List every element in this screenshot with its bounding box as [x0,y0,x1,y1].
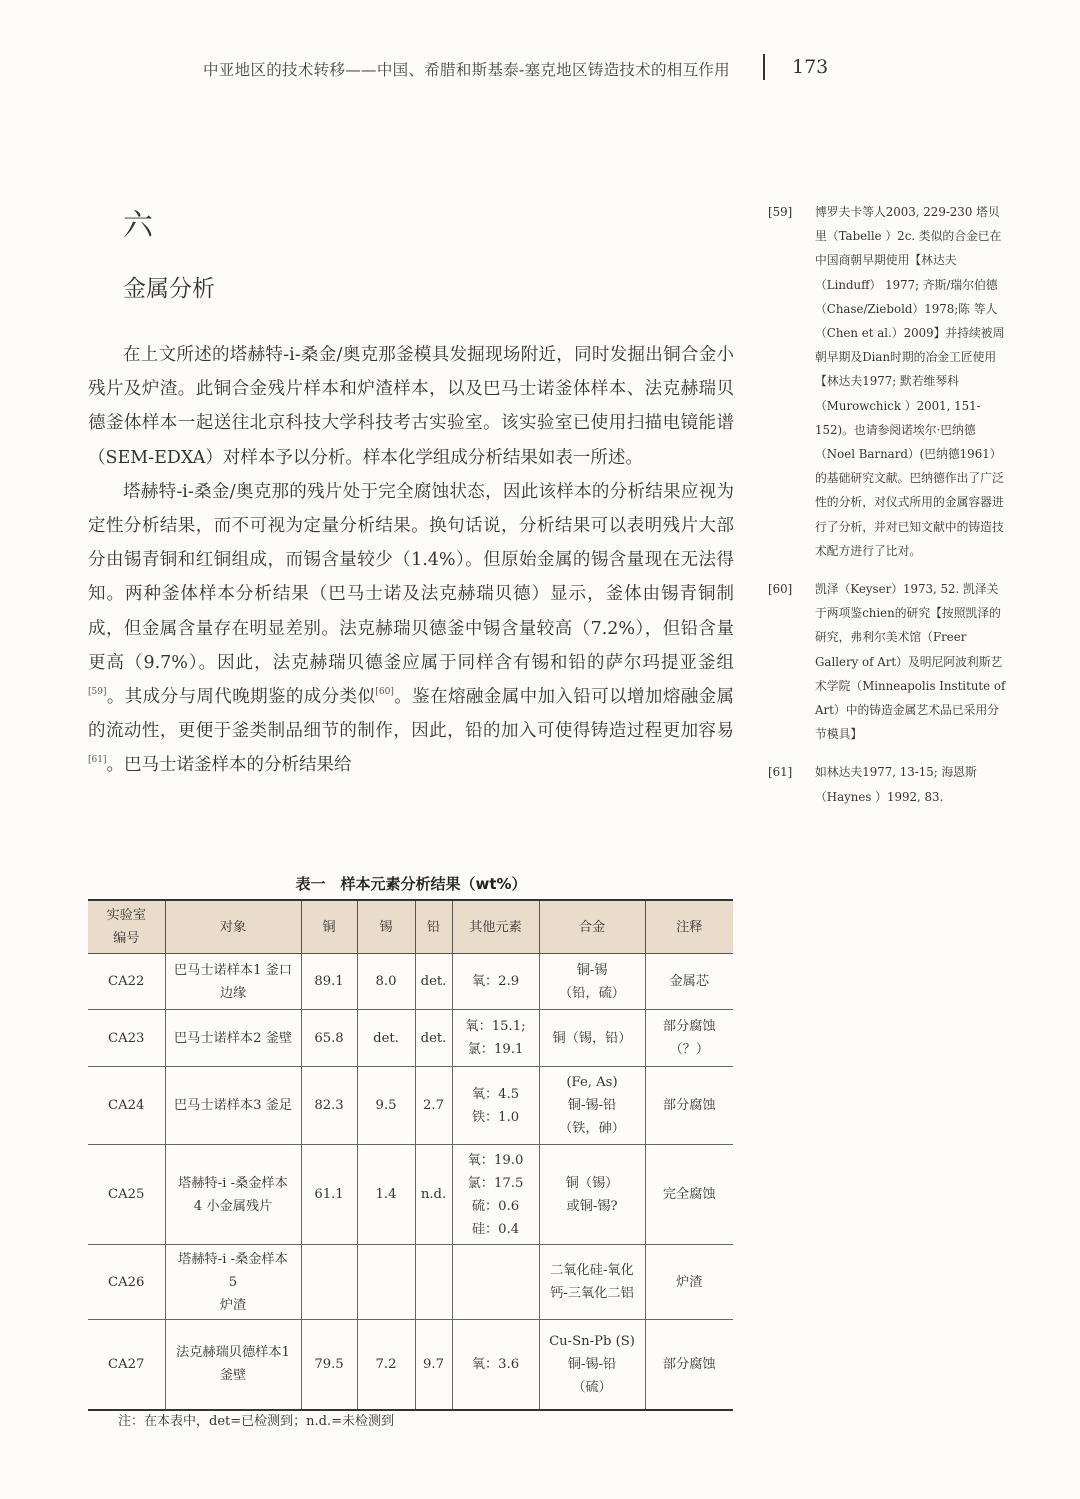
cell-alloy: 铜-锡 （铅，硫） [539,954,645,1010]
paragraph-2-part-b: 。其成分与周代晚期鉴的成分类似 [106,687,376,708]
cell-object: 巴马士诺样本1 釜口 边缘 [165,954,301,1010]
cell-lab-id: CA27 [88,1320,165,1410]
column-header-lab-id: 实验室 编号 [88,900,165,954]
footnote-ref-59[interactable]: [59] [88,687,107,698]
cell-alloy: 铜（锡，铅） [539,1010,645,1067]
side-note-number: [59] [768,205,793,219]
cell-other-elements [452,1245,539,1320]
cell-tin: 1.4 [357,1145,415,1245]
column-header-other-elements: 其他元素 [452,900,539,954]
cell-other-elements: 氧：4.5 铁：1.0 [452,1067,539,1145]
cell-lead: 2.7 [415,1067,452,1145]
paragraph-1: 在上文所述的塔赫特-i-桑金/奥克那釜模具发掘现场附近，同时发掘出铜合金小残片及炉渣。此铜合金残片样本和炉渣样本，以及巴马士诺釜体样本、法克赫瑞贝德釜体样本一起送往北京科技大学科技考古实验室。该实验室已使用扫描电镜能谱（SEM-EDXA）对样本予以分析。样本化学组成分析结果如表一所述。 [88,345,734,468]
table-caption: 表一 样本元素分析结果（wt%） [295,875,527,893]
side-note [768,577,1006,746]
section-number: 六 [123,208,153,243]
side-note-text: 博罗夫卡等人2003, 229-230 塔贝里（Tabelle ）2c. 类似的合金已在中国商朝早期使用【林达夫（Linduff） 1977; 齐斯/瑞尔伯德（Chase/Ziebold）1978;陈 等人（Chen et al.）2009】并持续被周朝早期及Dian时期的冶金工匠使用【林达夫1977; 默若维琴科（Murowchick ）2001, 151-152)。也请参阅诺埃尔·巴纳德（Noel Barnard）(巴纳德1961）的基础研究文献。巴纳德作出了广泛性的分析，对仪式所用的金属容器进行了分析，并对已知文献中的铸造技术配方进行了比对。 [815,205,1005,558]
cell-tin: det. [357,1010,415,1067]
cell-tin: 7.2 [357,1320,415,1410]
cell-lead [415,1245,452,1320]
cell-object: 塔赫特-i -桑金样本 4 小金属残片 [165,1145,301,1245]
cell-other-elements: 氧：19.0 氯：17.5 硫：0.6 硅：0.4 [452,1145,539,1245]
cell-tin: 9.5 [357,1067,415,1145]
table-container [88,899,733,1411]
cell-lead: n.d. [415,1145,452,1245]
table-row [88,954,733,1010]
cell-object: 法克赫瑞贝德样本1 釜壁 [165,1320,301,1410]
footnote-ref-60[interactable]: [60] [375,687,394,698]
column-header-copper: 铜 [301,900,357,954]
cell-note: 完全腐蚀 [645,1145,733,1245]
table-row [88,1145,733,1245]
section-title: 金属分析 [123,276,215,302]
column-header-notes: 注释 [645,900,733,954]
cell-tin: 8.0 [357,954,415,1010]
cell-other-elements: 氧：2.9 [452,954,539,1010]
side-note [768,200,1006,563]
column-header-object: 对象 [165,900,301,954]
table-row [88,1320,733,1410]
cell-copper: 61.1 [301,1145,357,1245]
cell-copper: 89.1 [301,954,357,1010]
cell-lab-id: CA24 [88,1067,165,1145]
table-row [88,1010,733,1067]
cell-other-elements: 氧：3.6 [452,1320,539,1410]
cell-copper: 82.3 [301,1067,357,1145]
column-header-tin: 锡 [357,900,415,954]
cell-alloy: 铜（锡） 或铜-锡? [539,1145,645,1245]
cell-lab-id: CA25 [88,1145,165,1245]
header-divider [763,54,765,80]
paragraph-2-part-c: 。鉴在熔融金属中加入铅可以增加熔融金属的流动性，更便于釜类制品细节的制作，因此，铅的加入可使得铸造过程更加容易 [88,687,735,742]
table-header-row [88,900,733,954]
cell-copper: 79.5 [301,1320,357,1410]
table-row [88,1067,733,1145]
side-note-text: 凯泽（Keyser）1973, 52. 凯泽关于两项鉴chien的研究【按照凯泽的研究，弗利尔美术馆（Freer Gallery of Art）及明尼阿波利斯艺术学院（Minneapolis Institute of Art）中的铸造金属艺术品已采用分节模具】 [815,582,1006,742]
cell-tin [357,1245,415,1320]
page-number: 173 [792,56,829,78]
cell-object: 巴马士诺样本2 釜壁 [165,1010,301,1067]
cell-alloy: 二氧化硅-氧化 钙-三氧化二铝 [539,1245,645,1320]
cell-alloy: Cu-Sn-Pb (S) 铜-锡-铅 （硫） [539,1320,645,1410]
cell-note: 部分腐蚀 [645,1320,733,1410]
running-header [0,54,1080,84]
paragraph-2-part-a: 塔赫特-i-桑金/奥克那的残片处于完全腐蚀状态，因此该样本的分析结果应视为定性分析结果，而不可视为定量分析结果。换句话说，分析结果可以表明残片大部分由锡青铜和红铜组成，而锡含量较少（1.4%）。但原始金属的锡含量现在无法得知。两种釜体样本分析结果（巴马士诺及法克赫瑞贝德）显示，釜体由锡青铜制成，但金属含量存在明显差别。法克赫瑞贝德釜中锡含量较高（7.2%），但铅含量更高（9.7%）。因此，法克赫瑞贝德釜应属于同样含有锡和铅的萨尔玛提亚釜组 [88,481,734,673]
table-footnote: 注：在本表中，det=已检测到；n.d.=未检测到 [118,1414,394,1429]
footnote-ref-61[interactable]: [61] [88,755,107,766]
table-row [88,1245,733,1320]
side-note-number: [60] [768,582,793,597]
cell-note: 炉渣 [645,1245,733,1320]
cell-lead: 9.7 [415,1320,452,1410]
side-note-number: [61] [768,765,793,780]
paragraph-2-part-d: 。巴马士诺釜样本的分析结果给 [106,755,352,776]
column-header-lead: 铅 [415,900,452,954]
cell-lab-id: CA23 [88,1010,165,1067]
cell-note: 部分腐蚀 [645,1067,733,1145]
cell-lead: det. [415,1010,452,1067]
cell-alloy: (Fe, As) 铜-锡-铅 （铁，砷） [539,1067,645,1145]
cell-lab-id: CA22 [88,954,165,1010]
element-analysis-table [88,899,733,1411]
cell-lab-id: CA26 [88,1245,165,1320]
side-note [768,760,1006,808]
running-title: 中亚地区的技术转移——中国、希腊和斯基泰-塞克地区铸造技术的相互作用 [203,61,730,79]
paragraph-2 [88,475,734,783]
cell-object: 巴马士诺样本3 釜足 [165,1067,301,1145]
cell-note: 金属芯 [645,954,733,1010]
side-note-text: 如林达夫1977, 13-15; 海恩斯（Haynes ）1992, 83. [815,765,977,804]
cell-other-elements: 氧：15.1; 氯：19.1 [452,1010,539,1067]
cell-copper [301,1245,357,1320]
side-notes [768,200,1006,823]
body-text [88,338,734,783]
cell-copper: 65.8 [301,1010,357,1067]
cell-lead: det. [415,954,452,1010]
cell-note: 部分腐蚀 （？） [645,1010,733,1067]
cell-object: 塔赫特-i -桑金样本 5 炉渣 [165,1245,301,1320]
column-header-alloy: 合金 [539,900,645,954]
